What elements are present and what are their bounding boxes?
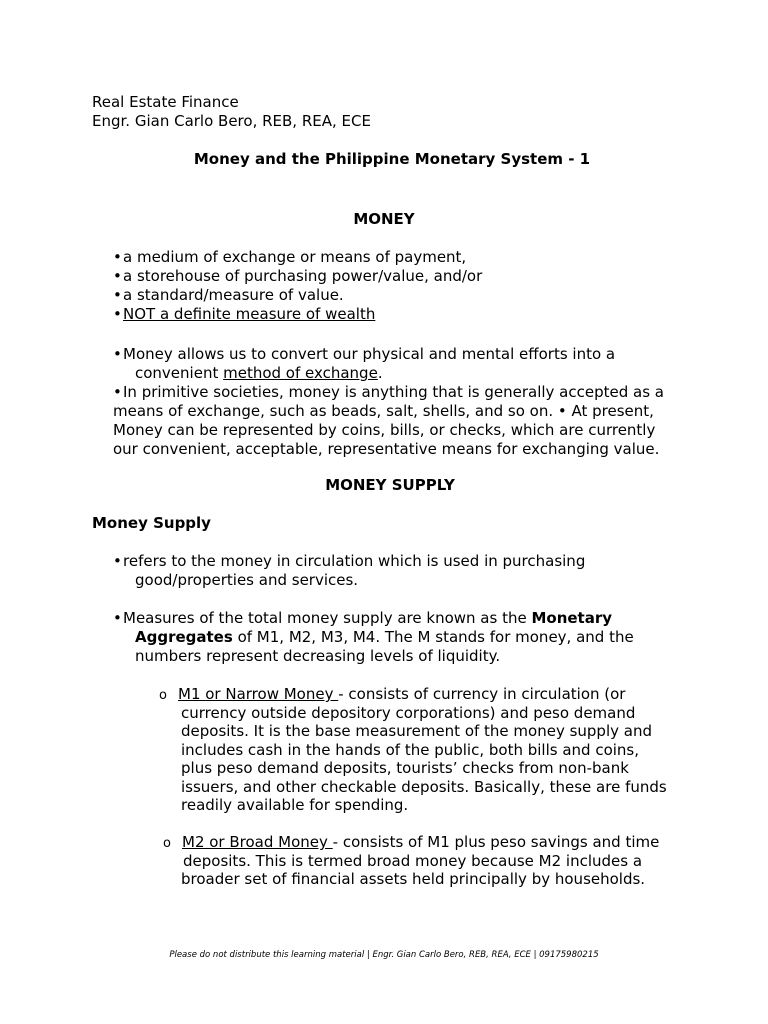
list-item: •NOT a definite measure of wealth [113, 305, 376, 323]
m2-term: M2 or Broad Money [182, 833, 333, 851]
list-item: •a storehouse of purchasing power/value, and/or [113, 267, 483, 285]
bullet-icon: • [113, 552, 122, 570]
m1-definition: o M1 or Narrow Money - consists of currency in circulation (or currency outside depository corporations) and peso demand deposits. It is the base measurement of the money supply and includes cash in the hands of the public, both bills and coins, plus peso demand deposits, tourists’ checks from non-bank issuers, and other checkable deposits. Basically, these are funds readily available for spending. [159, 685, 667, 814]
bullet-icon: • [113, 305, 122, 323]
measures-paragraph: •Measures of the total money supply are known as the Monetary Aggregates of M1, M2, M3, M4. The M stands for money, and the numbers represent decreasing levels of liquidity. [113, 609, 634, 665]
list-item: •a medium of exchange or means of payment, [113, 248, 467, 266]
section-heading-money-supply: MONEY SUPPLY [325, 476, 455, 494]
course-name: Real Estate Finance [92, 93, 239, 111]
m1-term: M1 or Narrow Money [178, 685, 339, 703]
primitive-societies-paragraph: •In primitive societies, money is anything that is generally accepted as a means of exchange, such as beads, salt, shells, and so on. • At present, Money can be represented by coins, bills, or checks, which are currently our convenient, acceptable, representative means for exchanging value. [113, 383, 664, 458]
circle-bullet-icon: o [159, 688, 167, 703]
page-title: Money and the Philippine Monetary System - 1 [193, 150, 591, 168]
money-definition-list [113, 248, 482, 324]
section-heading-money: MONEY [353, 210, 415, 228]
bullet-icon: • [113, 286, 122, 304]
m2-definition: o M2 or Broad Money - consists of M1 plus peso savings and time deposits. This is termed broad money because M2 includes a broader set of financial assets held principally by households. [163, 833, 660, 888]
convert-paragraph: •Money allows us to convert our physical and mental efforts into a convenient method of exchange. [113, 345, 616, 382]
subheading-money-supply: Money Supply [92, 514, 211, 532]
page-footer: Please do not distribute this learning material | Engr. Gian Carlo Bero, REB, REA, ECE | 09175980215 [169, 950, 599, 960]
list-item: •a standard/measure of value. [113, 286, 344, 304]
refers-paragraph: •refers to the money in circulation which is used in purchasing good/properties and services. [113, 552, 586, 589]
bullet-icon: • [113, 267, 122, 285]
circle-bullet-icon: o [163, 836, 171, 851]
method-of-exchange-term: method of exchange [223, 364, 378, 382]
bullet-icon: • [113, 609, 122, 627]
instructor-name: Engr. Gian Carlo Bero, REB, REA, ECE [92, 112, 371, 130]
bullet-icon: • [113, 345, 122, 363]
bullet-icon: • [113, 383, 122, 401]
bullet-icon: • [113, 248, 122, 266]
document-header [92, 93, 371, 131]
